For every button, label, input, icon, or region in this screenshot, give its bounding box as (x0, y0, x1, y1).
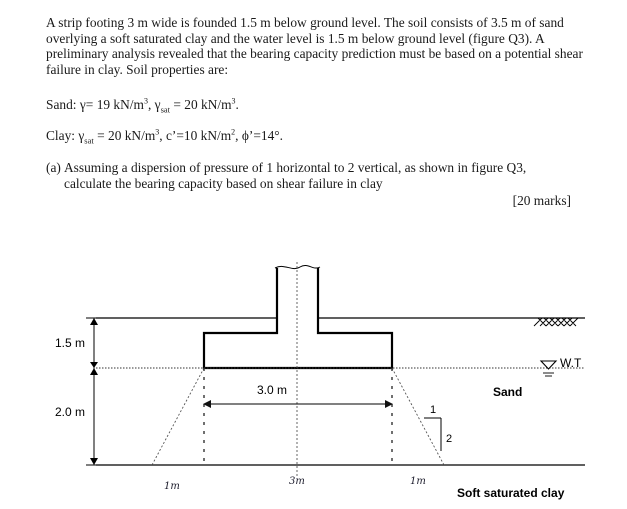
sand-gsat-subscript: sat (160, 104, 171, 115)
handwritten-center-3m: 3m (289, 476, 305, 487)
sand-label: Sand: (46, 97, 77, 112)
handwritten-right-1m: 1m (410, 476, 426, 487)
question-a-line1: Assuming a dispersion of pressure of 1 horizontal to 2 vertical, as shown in figure Q3, (64, 160, 527, 175)
column-break-line (275, 265, 320, 268)
clay-friction-angle: , ϕ’=14°. (235, 128, 283, 143)
dimension-1-5m-label: 1.5 m (55, 336, 86, 350)
clay-gsat-subscript: sat (84, 135, 94, 146)
water-table-label: W.T (560, 356, 582, 370)
sand-gamma-value: = 19 kN/m (85, 97, 144, 112)
question-a-label: (a) (46, 160, 61, 175)
clay-cohesion-exponent: 2 (231, 127, 236, 137)
depth-arrow-mid-up (90, 362, 98, 368)
dispersion-line-right (392, 368, 444, 465)
slope-horizontal-label: 1 (430, 404, 437, 416)
sand-layer-label: Sand (493, 385, 523, 399)
ground-hatch-symbol (534, 318, 578, 326)
problem-intro: A strip footing 3 m wide is founded 1.5 m below ground level. The soil consists of 3.5 m of sand overlying a soft saturated clay and the water level is 1.5 m below ground level (figure Q3). A preliminary analysis revealed that the bearing capacity prediction must be based on a potential shear failure in clay. Soil properties are: (46, 15, 583, 77)
clay-gsat-symbol: γ (78, 128, 85, 143)
marks: [20 marks] (512, 193, 571, 208)
clay-cohesion: , c’=10 kN/m (159, 128, 232, 143)
handwritten-left-1m: 1m (164, 481, 180, 492)
sand-gamma-exponent: 3 (143, 96, 148, 106)
slope-vertical-label: 2 (446, 433, 453, 445)
clay-gsat-value: = 20 kN/m (93, 128, 156, 143)
clay-layer-label: Soft saturated clay (457, 486, 565, 500)
dimension-2-0m-label: 2.0 m (55, 405, 86, 419)
sand-gsat-value: = 20 kN/m (170, 97, 232, 112)
depth-arrow-mid-down (90, 368, 98, 375)
depth-arrow-bottom (90, 458, 98, 465)
depth-arrow-top (90, 318, 98, 325)
question-a-line2: calculate the bearing capacity based on shear failure in clay (64, 176, 383, 191)
sand-separator: , (147, 97, 155, 112)
dispersion-line-left (152, 368, 204, 465)
clay-label: Clay: (46, 128, 76, 143)
sand-end: . (235, 97, 239, 112)
sand-gsat-symbol: γ (154, 97, 161, 112)
sand-gamma-symbol: γ (79, 97, 86, 112)
footing-width-label: 3.0 m (257, 383, 288, 397)
sand-gsat-exponent: 3 (231, 96, 236, 106)
clay-gsat-exponent: 3 (155, 127, 160, 137)
